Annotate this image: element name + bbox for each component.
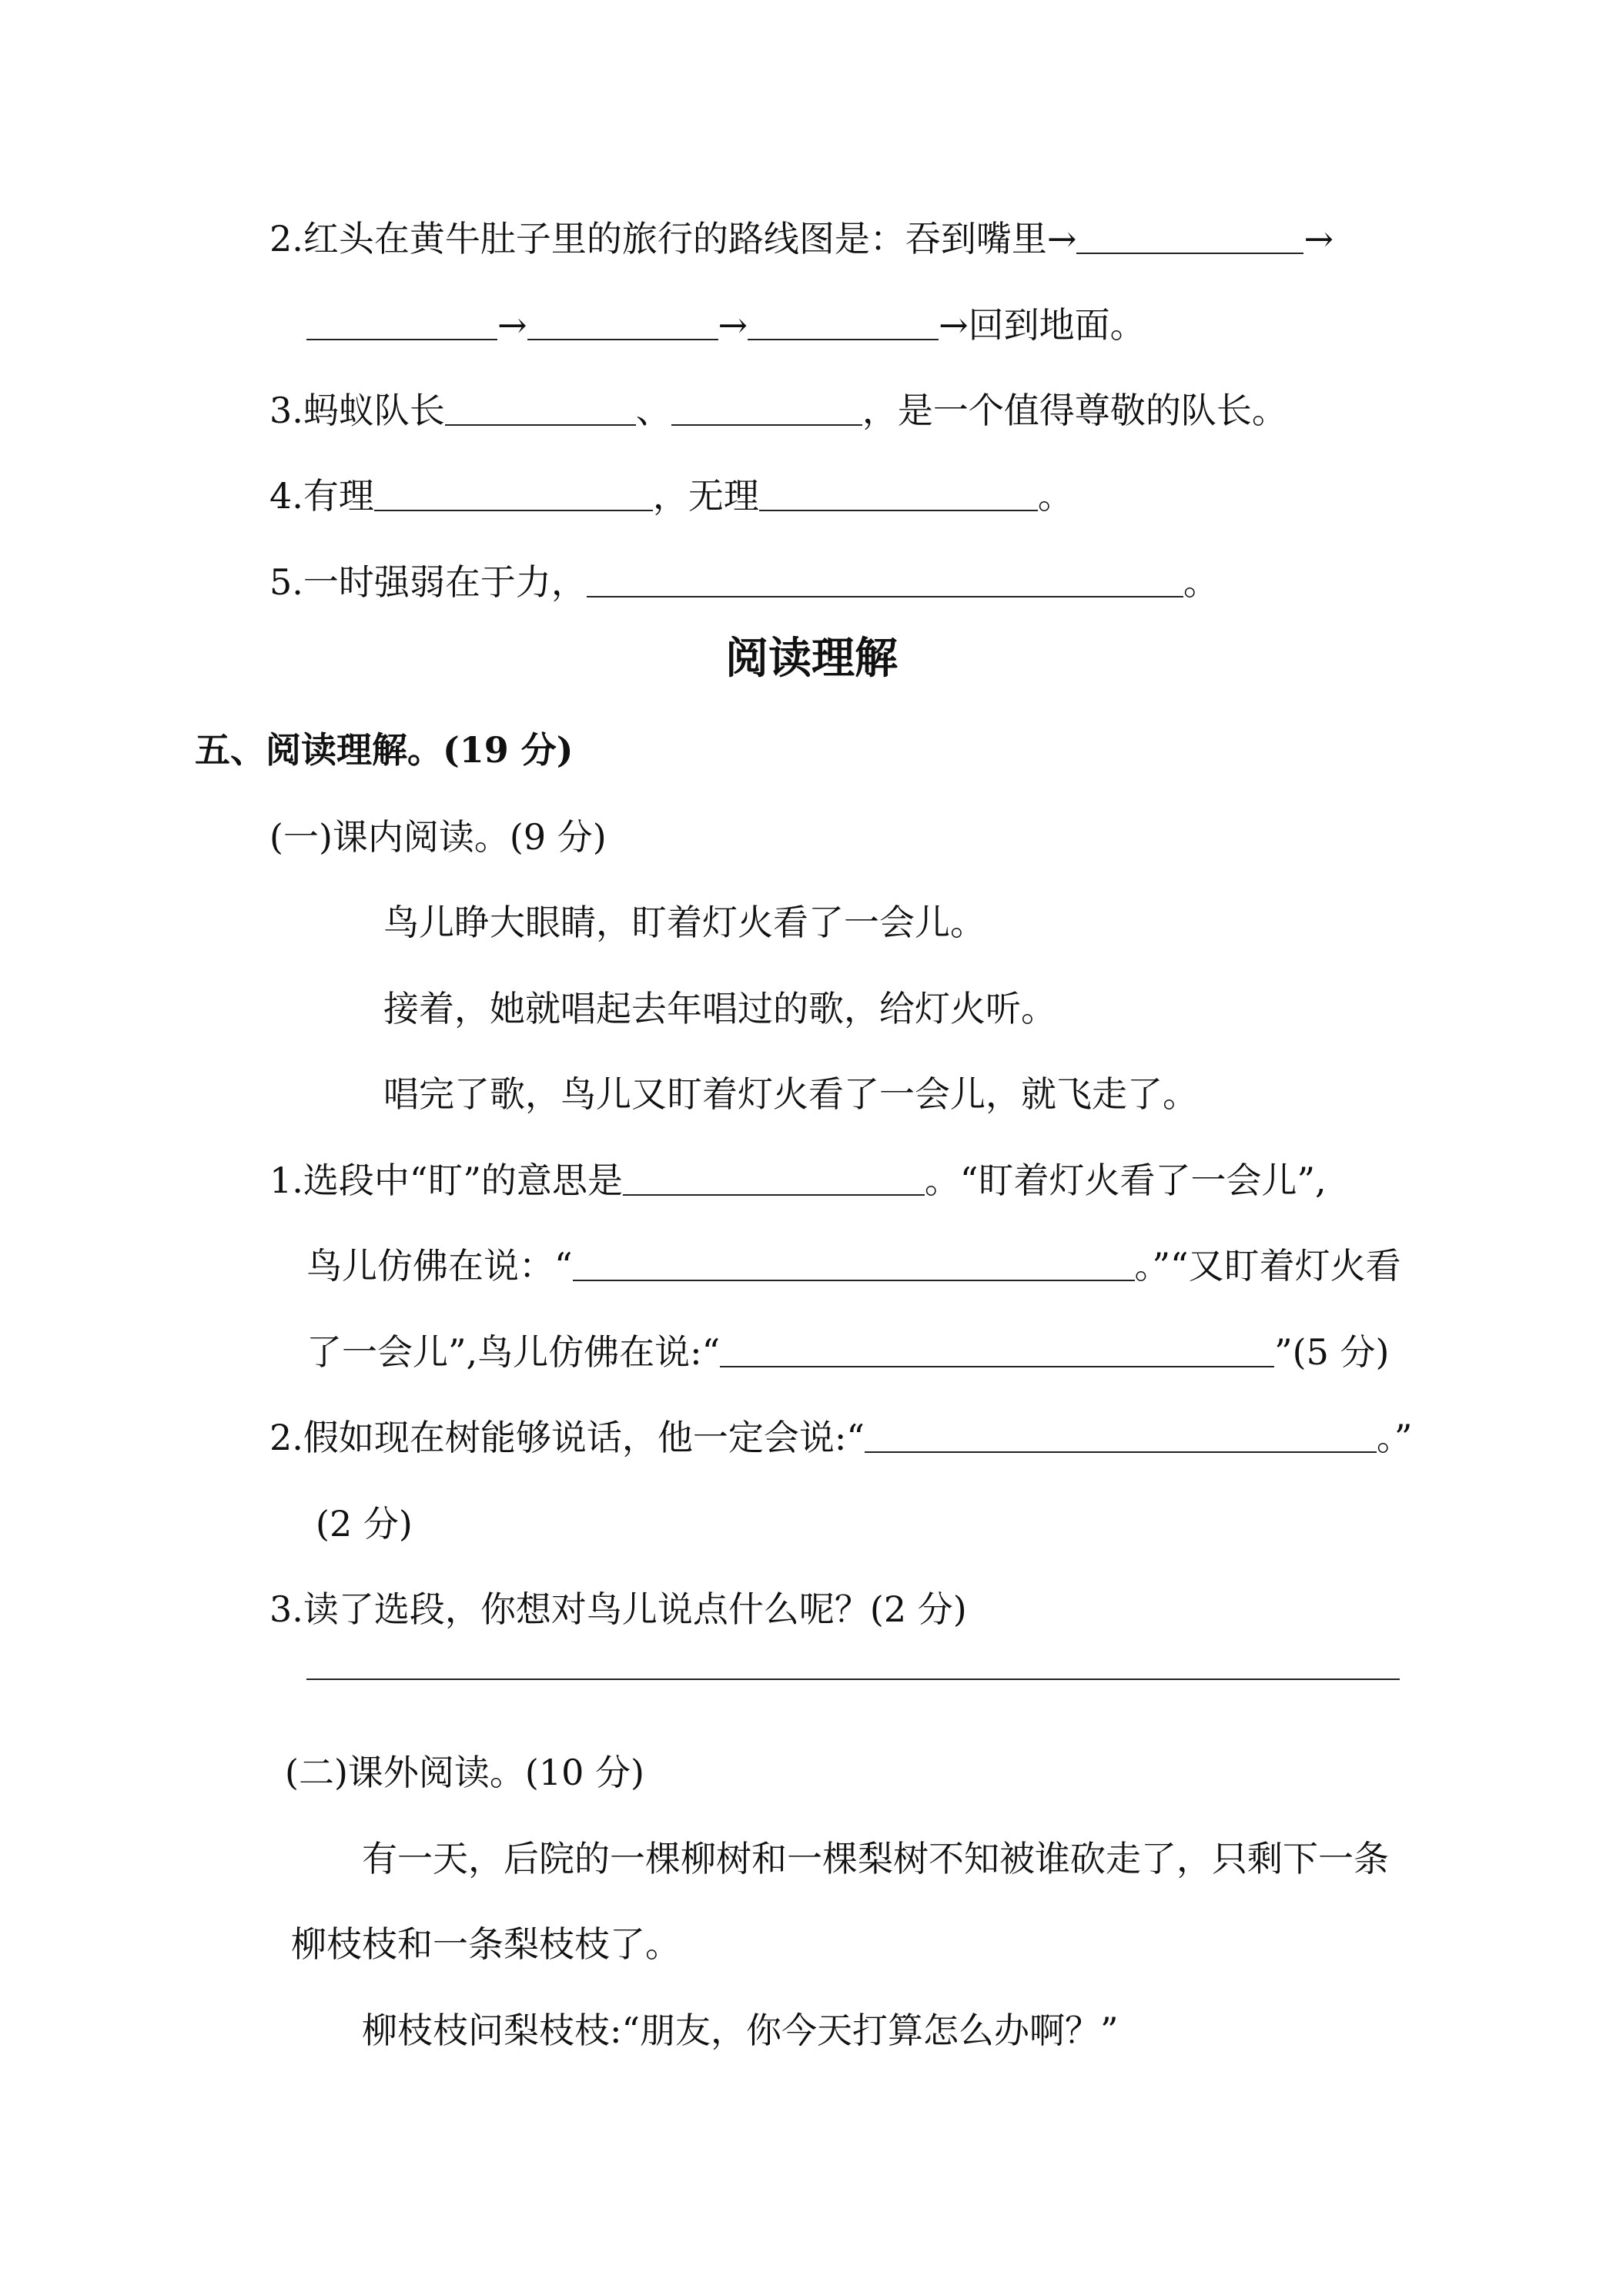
passage-paragraph-3: 唱完了歌，鸟儿又盯着灯火看了一会儿，就飞走了。: [383, 1073, 1198, 1115]
reading-q1-text: 了一会儿”,鸟儿仿佛在说:“: [306, 1331, 721, 1373]
question-4: [269, 473, 1073, 519]
arrow: →: [497, 304, 527, 346]
reading-question-1-line-3: [306, 1329, 1389, 1375]
question-2-line-2: [306, 302, 1146, 348]
question-3-text: 3.蚂蚁队长: [269, 390, 445, 431]
question-3-end: ，是一个值得尊敬的队长。: [862, 390, 1287, 431]
inclass-heading: (一)课内阅读。(9 分): [269, 816, 607, 858]
question-2-end: 回到地面。: [968, 304, 1146, 346]
question-2-text: 2.红头在黄牛肚子里的旅行的路线图是：吞到嘴里: [269, 218, 1047, 259]
question-4-end: 。: [1037, 475, 1073, 517]
arrow: →: [939, 304, 969, 346]
question-5-text: 5.一时强弱在于力，: [269, 561, 587, 603]
passage-paragraph-1: 鸟儿睁大眼睛，盯着灯火看了一会儿。: [383, 902, 986, 943]
answer-blank[interactable]: [623, 1160, 925, 1196]
outclass-paragraph-1-line-1: 有一天，后院的一棵柳树和一棵梨树不知被谁砍走了，只剩下一条: [362, 1838, 1389, 1879]
arrow: →: [718, 304, 748, 346]
reading-q1-text: 。“盯着灯火看了一会儿”,: [924, 1160, 1327, 1201]
answer-blank[interactable]: [865, 1417, 1377, 1453]
section-title: 阅读理解: [725, 633, 898, 684]
answer-blank[interactable]: [587, 562, 1183, 597]
reading-q1-text: 1.选段中“盯”的意思是: [269, 1160, 623, 1201]
reading-question-3: 3.读了选段，你想对鸟儿说点什么呢？(2 分): [269, 1588, 967, 1630]
separator: 、: [635, 390, 671, 431]
question-5-end: 。: [1183, 561, 1219, 603]
part-5-heading: 五、阅读理解。(19 分): [195, 729, 574, 771]
arrow: →: [1046, 218, 1077, 259]
answer-blank[interactable]: [527, 305, 718, 340]
answer-line[interactable]: [306, 1678, 1400, 1680]
passage-paragraph-2: 接着，她就唱起去年唱过的歌，给灯火听。: [383, 988, 1056, 1029]
reading-question-1-line-1: [269, 1157, 1327, 1203]
reading-question-2: [269, 1414, 1412, 1461]
outclass-heading: (二)课外阅读。(10 分): [285, 1752, 644, 1793]
question-2-line-1: [269, 216, 1334, 262]
answer-blank[interactable]: [573, 1246, 1135, 1281]
answer-blank[interactable]: [1076, 219, 1303, 254]
reading-q2-text: 。”: [1376, 1417, 1413, 1458]
question-3: [269, 387, 1287, 433]
answer-blank[interactable]: [720, 1332, 1274, 1367]
reading-q1-text: 鸟儿仿佛在说：“: [306, 1245, 573, 1287]
arrow: →: [1303, 218, 1334, 259]
question-4-text: 4.有理: [269, 475, 374, 517]
answer-blank[interactable]: [671, 390, 862, 426]
reading-q2-text: 2.假如现在树能够说话，他一定会说:“: [269, 1417, 865, 1458]
answer-blank[interactable]: [445, 390, 636, 426]
reading-question-1-line-2: [306, 1243, 1401, 1289]
answer-blank[interactable]: [759, 476, 1038, 511]
reading-q1-text: 。”“又盯着灯火看: [1134, 1245, 1401, 1287]
answer-blank[interactable]: [748, 305, 939, 340]
outclass-paragraph-1-line-2: 柳枝枝和一条梨枝枝了。: [291, 1923, 681, 1965]
reading-question-2-score: (2 分): [316, 1503, 413, 1545]
question-4-mid: ，无理: [652, 475, 759, 517]
answer-blank[interactable]: [374, 476, 653, 511]
question-5: [269, 559, 1219, 605]
answer-blank[interactable]: [306, 305, 497, 340]
reading-q1-text: ”(5 分): [1274, 1331, 1390, 1373]
outclass-paragraph-2: 柳枝枝问梨枝枝:“朋友，你今天打算怎么办啊？”: [362, 2010, 1119, 2051]
